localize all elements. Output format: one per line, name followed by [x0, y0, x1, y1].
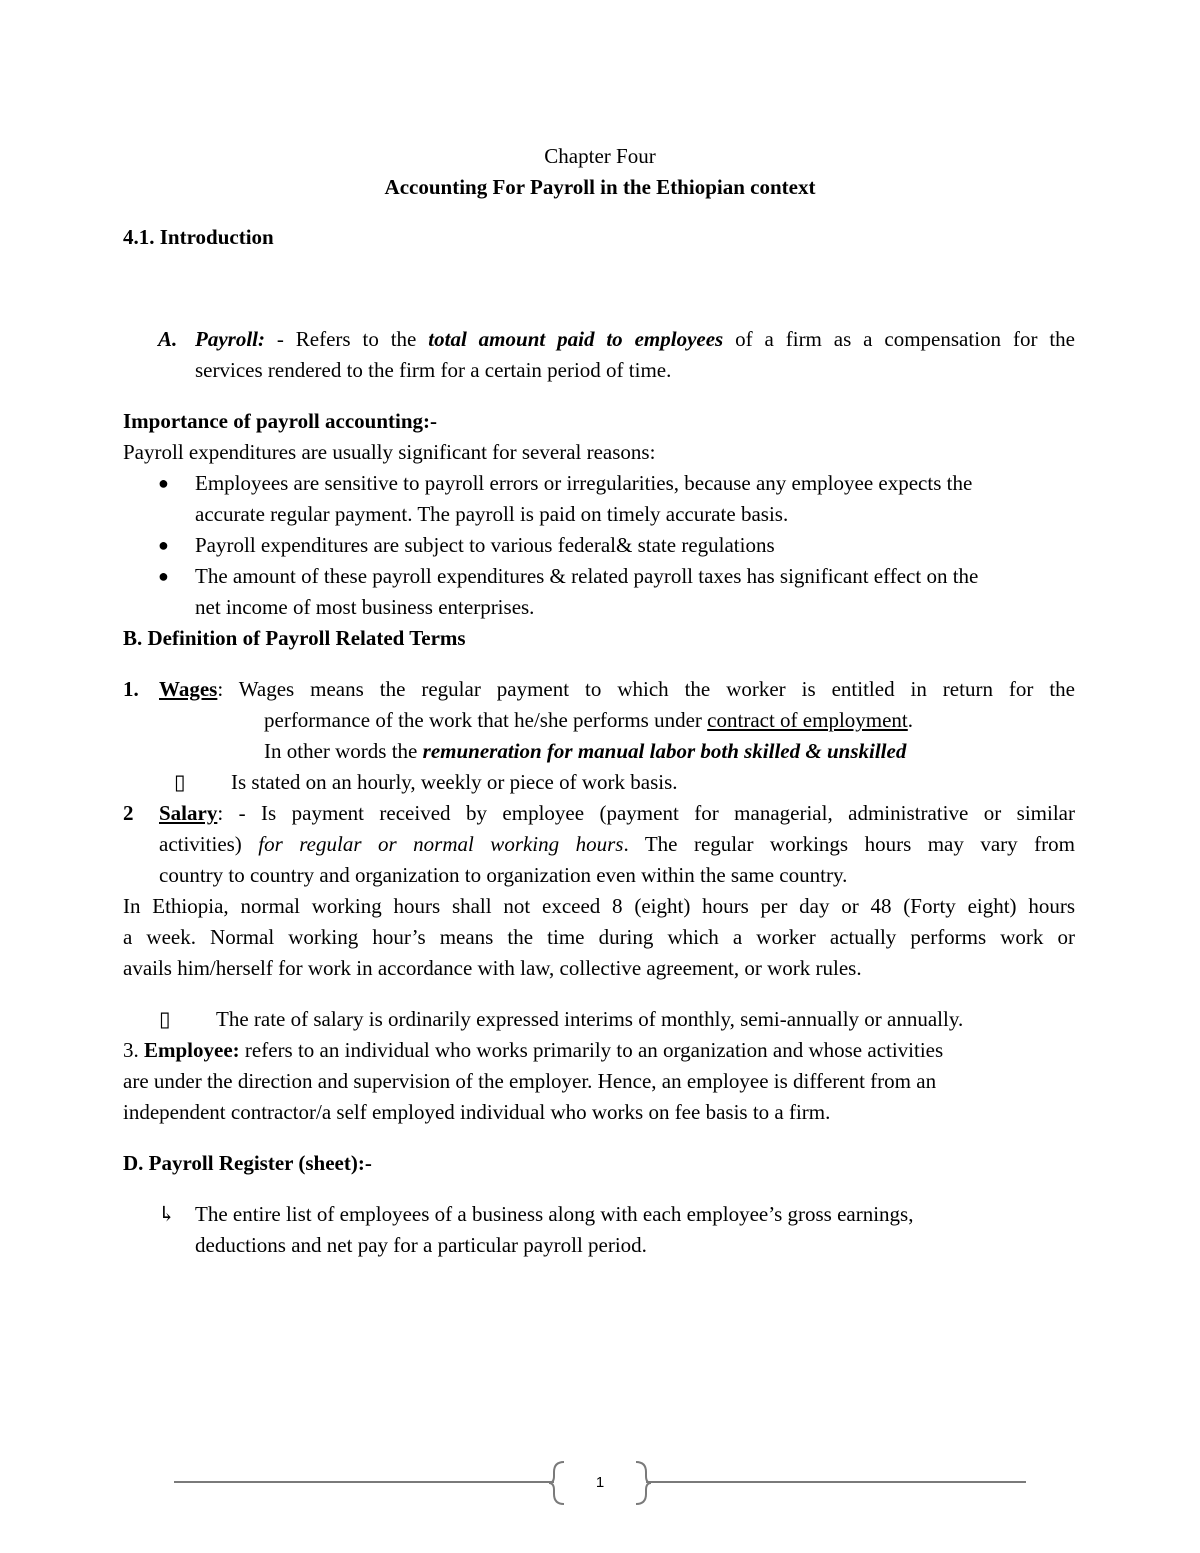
- section-heading-introduction: 4.1. Introduction: [123, 225, 274, 249]
- importance-item-1-line2: accurate regular payment. The payroll is paid on timely accurate basis.: [195, 502, 789, 526]
- importance-intro: Payroll expenditures are usually significant for several reasons:: [123, 440, 656, 464]
- chapter-title: Chapter Four: [544, 144, 656, 168]
- wages-definition-line2: performance of the work that he/she performs under contract of employment.: [264, 708, 914, 732]
- wages-term: Wages: [159, 677, 218, 701]
- salary-definition-line3: country to country and organization to organization even within the same country.: [159, 863, 848, 887]
- wages-basis: Is stated on an hourly, weekly or piece of work basis.: [231, 770, 678, 794]
- wages-definition-line3: In other words the remuneration for manual labor both skilled & unskilled: [264, 739, 907, 763]
- bullet-icon: ●: [158, 473, 169, 493]
- payroll-register-heading: D. Payroll Register (sheet):-: [123, 1151, 372, 1175]
- wages-number: 1.: [123, 677, 139, 701]
- employee-term: Employee:: [144, 1038, 240, 1062]
- salary-term: Salary: [159, 801, 218, 825]
- ethiopia-paragraph-line3: avails him/herself for work in accordance with law, collective agreement, or work rules.: [123, 956, 862, 980]
- payroll-emphasis: total amount paid to employees: [428, 327, 724, 351]
- salary-emphasis: for regular or normal working hours: [258, 832, 624, 856]
- bullet-icon: ●: [158, 566, 169, 586]
- wages-emphasis: remuneration for manual labor both skilled & unskilled: [422, 739, 907, 763]
- salary-definition-line1: Salary: - Is payment received by employee (payment for managerial, administrative or similar: [159, 801, 1075, 825]
- employee-definition-line2: are under the direction and supervision of the employer. Hence, an employee is different from an: [123, 1069, 937, 1093]
- chapter-subtitle: Accounting For Payroll in the Ethiopian context: [384, 175, 816, 199]
- payroll-term: Payroll:: [195, 327, 265, 351]
- salary-definition-line2: activities) for regular or normal working hours. The regular workings hours may vary from: [159, 832, 1075, 856]
- bullet-icon: ●: [158, 535, 169, 555]
- unknown-glyph-icon: ▯: [174, 770, 186, 794]
- definitions-heading: B. Definition of Payroll Related Terms: [123, 626, 466, 650]
- ethiopia-paragraph-line1: In Ethiopia, normal working hours shall not exceed 8 (eight) hours per day or 48 (Forty eight) hours: [123, 894, 1075, 918]
- list-marker-a: A.: [158, 327, 178, 351]
- employee-definition-line3: independent contractor/a self employed individual who works on fee basis to a firm.: [123, 1100, 831, 1124]
- payroll-definition-line2: services rendered to the firm for a certain period of time.: [195, 358, 672, 382]
- salary-number: 2: [123, 801, 134, 825]
- contract-of-employment: contract of employment: [707, 708, 908, 732]
- importance-item-3-line1: The amount of these payroll expenditures & related payroll taxes has significant effect on the: [195, 564, 979, 588]
- footer-rule-left: [174, 1481, 554, 1483]
- importance-item-1-line1: Employees are sensitive to payroll errors or irregularities, because any employee expects the: [195, 471, 973, 495]
- page-number: 1: [595, 1474, 605, 1491]
- employee-definition-line1: 3. Employee: refers to an individual who works primarily to an organization and whose activities: [123, 1038, 944, 1062]
- importance-heading: Importance of payroll accounting:-: [123, 409, 438, 433]
- importance-item-3-line2: net income of most business enterprises.: [195, 595, 535, 619]
- salary-rate-note: The rate of salary is ordinarily expressed interims of monthly, semi-annually or annually.: [216, 1007, 964, 1031]
- wages-definition-line1: Wages: Wages means the regular payment to which the worker is entitled in return for the: [159, 677, 1075, 701]
- ethiopia-paragraph-line2: a week. Normal working hour’s means the time during which a worker actually performs work or: [123, 925, 1075, 949]
- arrow-bullet-icon: ↳: [158, 1202, 176, 1226]
- payroll-register-line2: deductions and net pay for a particular payroll period.: [195, 1233, 647, 1257]
- footer-rule-right: [646, 1481, 1026, 1483]
- importance-item-2: Payroll expenditures are subject to various federal& state regulations: [195, 533, 775, 557]
- payroll-register-line1: The entire list of employees of a business along with each employee’s gross earnings,: [195, 1202, 914, 1226]
- payroll-definition-line1: Payroll: - Refers to the total amount paid to employees of a firm as a compensation for the: [195, 327, 1075, 351]
- unknown-glyph-icon: ▯: [159, 1007, 171, 1031]
